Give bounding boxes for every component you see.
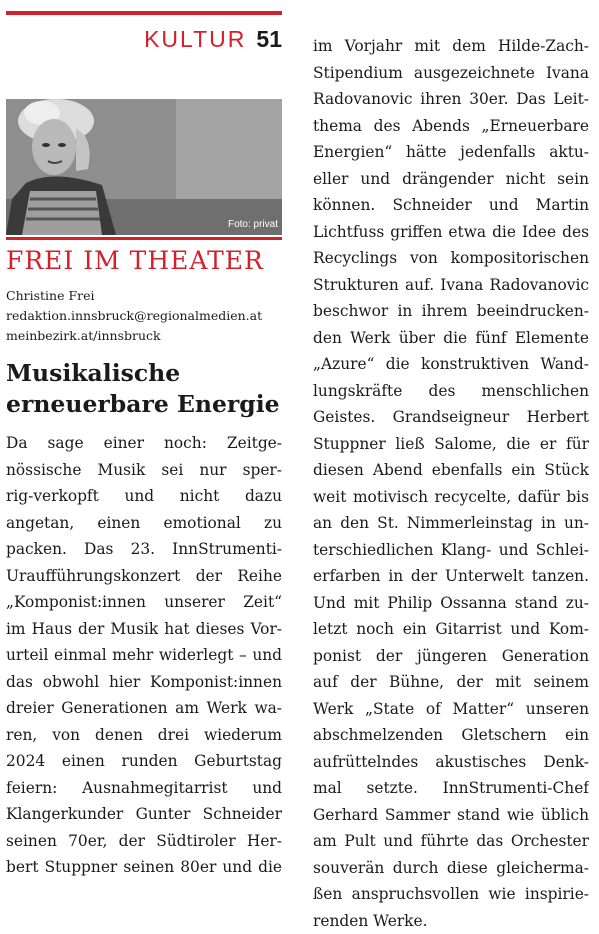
body-line: Lichtfuss griffen etwa die Idee des [313, 219, 589, 246]
author-email: redaktion.innsbruck@regionalmedien.at [6, 306, 262, 326]
body-line: Klangerkunder Gunter Schneider [6, 801, 282, 828]
body-line: ponist der jüngeren Generation [313, 643, 589, 670]
body-line: den Werk über die fünf Elemente [313, 325, 589, 352]
body-line: thema des Abends „Erneuerbare [313, 113, 589, 140]
body-line: Energien“ hätte jedenfalls aktu- [313, 139, 589, 166]
body-line: nössische Musik sei nur sper- [6, 457, 282, 484]
body-line: abschmelzenden Gletschern ein [313, 722, 589, 749]
body-line: Radovanovic ihren 30er. Das Leit- [313, 86, 589, 113]
body-line: Da sage einer noch: Zeitge- [6, 430, 282, 457]
body-line: Uraufführungskonzert der Reihe [6, 563, 282, 590]
body-line: an den St. Nimmerleinstag in un- [313, 510, 589, 537]
body-line: eller und drängender nicht sein [313, 166, 589, 193]
body-line: aufrüttelndes akustisches Denk- [313, 749, 589, 776]
author-block [6, 286, 262, 346]
author-name: Christine Frei [6, 286, 262, 306]
column-title: FREI IM THEATER [6, 246, 264, 275]
body-line: souverän durch diese gleicherma- [313, 855, 589, 882]
body-line: mal setzte. InnStrumenti-Chef [313, 775, 589, 802]
body-line: Stipendium ausgezeichnete Ivana [313, 60, 589, 87]
body-line: Strukturen auf. Ivana Radovanovic [313, 272, 589, 299]
body-line: diesen Abend ebenfalls ein Stück [313, 457, 589, 484]
photo-rule [6, 237, 282, 240]
body-line: Und mit Philip Ossanna stand zu- [313, 590, 589, 617]
body-line: letzt noch ein Gitarrist und Kom- [313, 616, 589, 643]
body-line: feiern: Ausnahmegitarrist und [6, 775, 282, 802]
author-photo [6, 99, 282, 235]
author-website: meinbezirk.at/innsbruck [6, 326, 262, 346]
body-line: im Vorjahr mit dem Hilde-Zach- [313, 33, 589, 60]
body-line: lungskräfte des menschlichen [313, 378, 589, 405]
body-line: urteil einmal mehr widerlegt – und [6, 642, 282, 669]
body-line: seinen 70er, der Südtiroler Her- [6, 828, 282, 855]
body-line: können. Schneider und Martin [313, 192, 589, 219]
headline-line: erneuerbare Energie [6, 389, 286, 420]
page-number: 51 [256, 26, 282, 52]
body-line: Recyclings von kompositorischen [313, 245, 589, 272]
article-body-left-column [6, 430, 282, 881]
body-line: Geistes. Grandseigneur Herbert [313, 404, 589, 431]
body-line: „Azure“ die konstruktiven Wand- [313, 351, 589, 378]
body-line: terschiedlichen Klang- und Schlei- [313, 537, 589, 564]
body-line: renden Werke. [313, 908, 589, 934]
article-body-right-column [313, 33, 589, 934]
body-line: auf der Bühne, der mit seinem [313, 669, 589, 696]
top-rule [6, 11, 282, 15]
body-line: beschwor in ihrem beeindrucken- [313, 298, 589, 325]
section-name: KULTUR [144, 26, 246, 52]
body-line: angetan, einen emotional zu [6, 510, 282, 537]
photo-credit: Foto: privat [228, 219, 278, 230]
body-line: weit motivisch recycelte, dafür bis [313, 484, 589, 511]
body-line: erfarben in der Unterwelt tanzen. [313, 563, 589, 590]
body-line: „Komponist:innen unserer Zeit“ [6, 589, 282, 616]
section-header [6, 26, 282, 53]
body-line: 2024 einen runden Geburtstag [6, 748, 282, 775]
body-line: Stuppner ließ Salome, die er für [313, 431, 589, 458]
body-line: im Haus der Musik hat dieses Vor- [6, 616, 282, 643]
body-line: rig-verkopft und nicht dazu [6, 483, 282, 510]
body-line: packen. Das 23. InnStrumenti- [6, 536, 282, 563]
body-line: ren, von denen drei wiederum [6, 722, 282, 749]
body-line: bert Stuppner seinen 80er und die [6, 854, 282, 881]
body-line: das obwohl hier Komponist:innen [6, 669, 282, 696]
portrait-image [6, 99, 282, 235]
headline-line: Musikalische [6, 358, 286, 389]
body-line: ßen anspruchsvollen wie inspirie- [313, 881, 589, 908]
body-line: Werk „State of Matter“ unseren [313, 696, 589, 723]
body-line: Gerhard Sammer stand wie üblich [313, 802, 589, 829]
body-line: am Pult und führte das Orchester [313, 828, 589, 855]
article-headline [6, 358, 286, 420]
body-line: dreier Generationen am Werk wa- [6, 695, 282, 722]
